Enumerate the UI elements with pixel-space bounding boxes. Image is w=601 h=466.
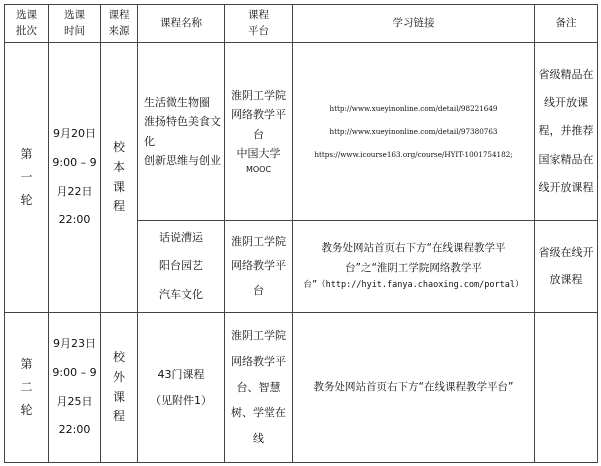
header-time: 选课 时间	[49, 5, 101, 43]
round1-links-a	[293, 43, 535, 221]
round1-row-a	[5, 43, 598, 221]
round2-row	[5, 313, 598, 463]
header-study-link: 学习链接	[293, 5, 535, 43]
header-note: 备注	[535, 5, 598, 43]
round1-note-b: 省级在线开 放课程	[535, 221, 598, 313]
header-course-name: 课程名称	[138, 5, 225, 43]
round1-platform-a: 淮阴工学院 网络教学平 台 中国大学 MOOC	[225, 43, 293, 221]
round2-batch: 第 二 轮	[5, 313, 49, 463]
round2-platform: 淮阴工学院 网络教学平 台、智慧 树、学堂在 线	[225, 313, 293, 463]
round2-note	[535, 313, 598, 463]
header-source: 课程 来源	[101, 5, 138, 43]
header-row	[5, 5, 598, 43]
link-hyit-portal[interactable]: 台”（http://hyit.fanya.chaoxing.com/portal）	[303, 280, 524, 291]
round1-batch: 第 一 轮	[5, 43, 49, 313]
link-xueyin-1[interactable]: http://www.xueyinonline.com/detail/98221649	[329, 103, 498, 113]
round1-links-b: 教务处网站首页右下方“在线课程教学平 台”之“淮阴工学院网络教学平 台”（http://hyit.fanya.chaoxing.com/portal）	[293, 221, 535, 313]
round2-links: 教务处网站首页右下方“在线课程教学平台”	[293, 313, 535, 463]
round2-source: 校 外 课 程	[101, 313, 138, 463]
round1-source: 校 本 课 程	[101, 43, 138, 313]
round1-note-a: 省级精品在 线开放课 程，并推荐 国家精品在 线开放课程	[535, 43, 598, 221]
link-xueyin-2[interactable]: http://www.xueyinonline.com/detail/97380763	[329, 126, 498, 136]
round1-platform-b: 淮阴工学院 网络教学平 台	[225, 221, 293, 313]
course-schedule-table	[4, 4, 598, 463]
round1-time: 9月20日 9:00 – 9 月22日 22:00	[49, 43, 101, 313]
header-batch: 选课 批次	[5, 5, 49, 43]
header-platform: 课程 平台	[225, 5, 293, 43]
round2-time: 9月23日 9:00 – 9 月25日 22:00	[49, 313, 101, 463]
round1-courses-b: 话说漕运 阳台园艺 汽车文化	[138, 221, 225, 313]
round1-courses-a: 生活微生物圈 淮扬特色美食文化 创新思维与创业	[138, 43, 225, 221]
round2-courses: 43门课程 （见附件1）	[138, 313, 225, 463]
link-icourse163[interactable]: https://www.icourse163.org/course/HYIT-1001754182;	[314, 150, 513, 160]
